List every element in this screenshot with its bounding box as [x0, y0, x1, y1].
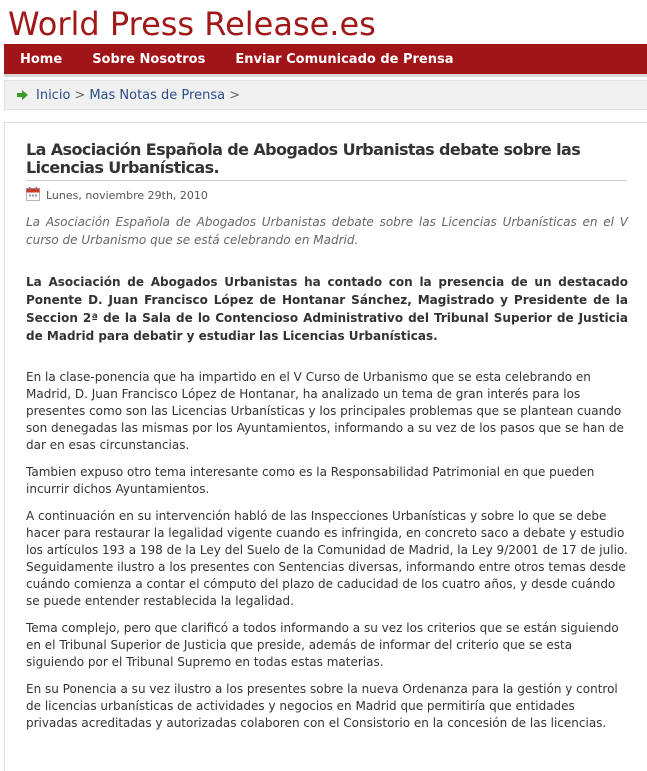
article-paragraph: En su Ponencia a su vez ilustro a los presentes sobre la nueva Ordenanza para la gestión y control de licencias urbanísticas de actividades y negocios en Madrid que permitiría que entidades privadas acreditadas y autorizadas colaboren con el Consistorio en la concesión de las licencias.	[26, 682, 618, 730]
article-paragraph-text: A continuación en su intervención habló de las Inspecciones Urbanísticas y sobre lo que se debe hacer para restaurar la legalidad vigente cuando es infringida, en concreto saco a debate y estudio los artículos 193 a 198 de la Ley del Suelo de la Comunidad de Madrid, la Ley 9/2001 de 17 de julio.	[26, 509, 628, 557]
article-paragraph: Tema complejo, pero que clarificó a todos informando a su vez los criterios que se están siguiendo en el Tribunal Superior de Justicia que preside, además de informar del criterio que se esta siguiendo por el Tribunal Supremo en todas estas materias.	[26, 621, 619, 669]
breadcrumb-separator: >	[229, 87, 240, 103]
article-paragraph: Tambien expuso otro tema interesante como es la Responsabilidad Patrimonial en que pueden incurrir dichos Ayuntamientos.	[26, 465, 595, 496]
main-navigation	[4, 44, 647, 77]
title-divider	[26, 180, 627, 181]
article-container	[4, 122, 647, 771]
article-paragraph: En la clase-ponencia que ha impartido en el V Curso de Urbanismo que se esta celebrando en Madrid, D. Juan Francisco López de Hontanar, ha analizado un tema de gran interés para los presentes como son las Licencias Urbanísticas y los principales problemas que se plantean cuando son denegadas las mismas por los Ayuntamientos, informando a su vez de los pasos que se han de dar en esas circunstancias.	[26, 370, 624, 452]
breadcrumb-inicio[interactable]: Inicio	[36, 87, 71, 103]
article-lead: La Asociación de Abogados Urbanistas ha contado con la presencia de un destacado Ponente D. Juan Francisco López de Hontanar Sánchez, Magistrado y Presidente de la Seccion 2ª de la Sala de lo Contencioso Administrativo del Tribunal Superior de Justicia de Madrid para debatir y estudiar las Licencias Urbanísticas.	[26, 275, 628, 343]
green-arrow-icon	[17, 90, 28, 100]
article-paragraph	[26, 508, 628, 610]
article-intro: La Asociación Española de Abogados Urbanistas debate sobre las Licencias Urbanísticas en el V curso de Urbanismo que se está celebrando en Madrid.	[26, 215, 628, 247]
breadcrumb-separator: >	[74, 87, 86, 103]
breadcrumb	[4, 80, 647, 110]
nav-home[interactable]: Home	[20, 51, 63, 67]
nav-sobre-nosotros[interactable]: Sobre Nosotros	[92, 51, 206, 67]
breadcrumb-mas-notas[interactable]: Mas Notas de Prensa	[89, 87, 226, 103]
site-title[interactable]: World Press Release.es	[8, 5, 376, 43]
article-date: Lunes, noviembre 29th, 2010	[46, 189, 208, 202]
article-title: La Asociación Española de Abogados Urbanistas debate sobre las Licencias Urbanísticas.	[26, 140, 581, 177]
article-date-row	[26, 187, 208, 204]
article-body	[26, 369, 628, 742]
article-paragraph-text: Seguidamente ilustro a los presentes con Sentencias diversas, informando entre otros temas desde cuándo comienza a contar el cómputo del plazo de caducidad de los cuatro años, y desde cuándo se puede entender restablecida la legalidad.	[26, 560, 626, 608]
calendar-icon	[26, 187, 40, 204]
nav-enviar-comunicado[interactable]: Enviar Comunicado de Prensa	[235, 51, 454, 67]
